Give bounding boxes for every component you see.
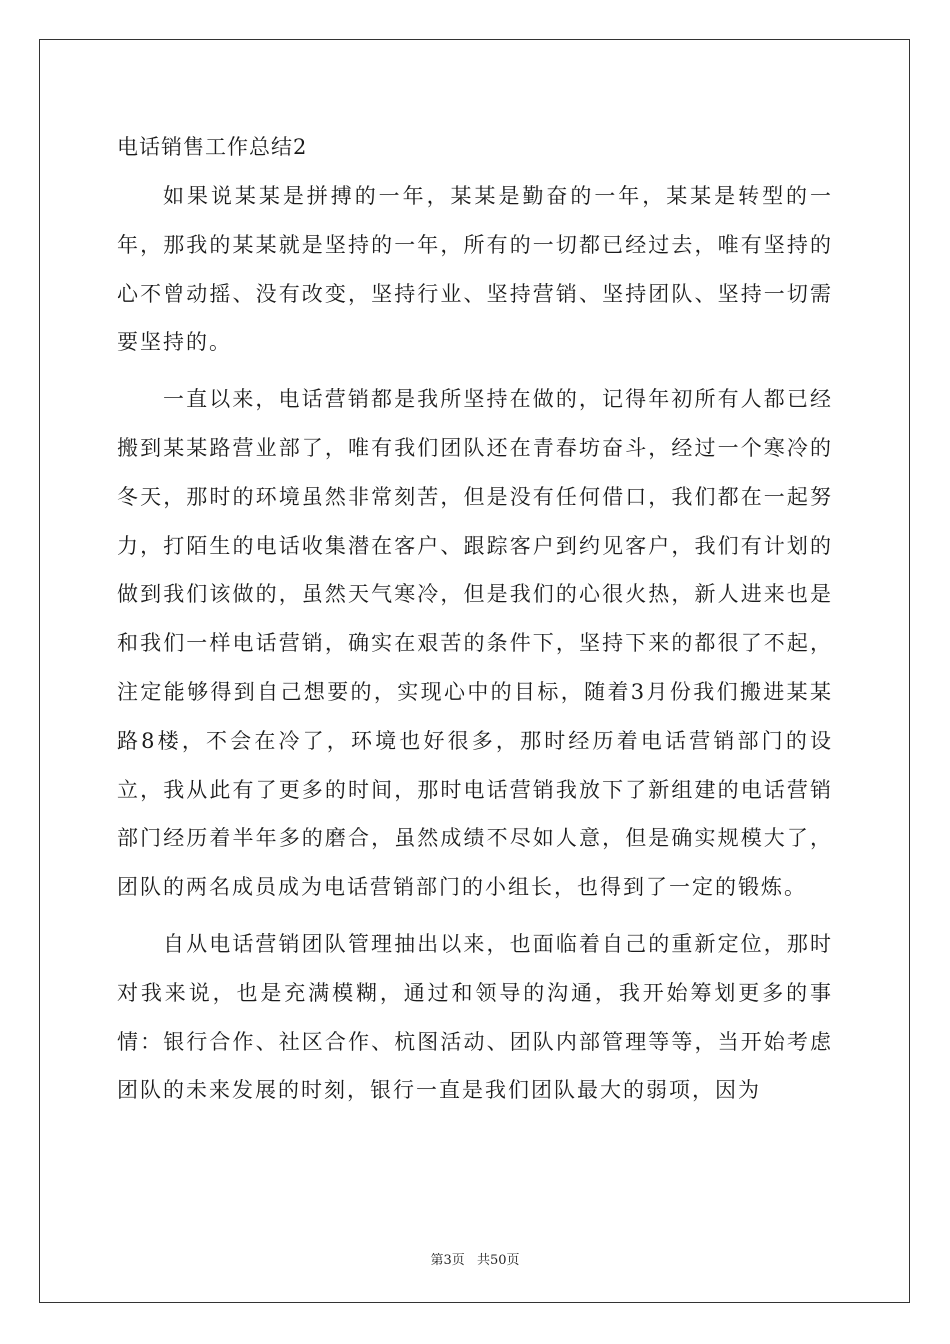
paragraph-1: 如果说某某是拼搏的一年，某某是勤奋的一年，某某是转型的一年，那我的某某就是坚持的一年，所有的一切都已经过去，唯有坚持的心不曾动摇、没有改变，坚持行业、坚持营销、坚持团队、坚持一切需要坚持的。: [117, 184, 833, 355]
paragraph-3: 自从电话营销团队管理抽出以来，也面临着自己的重新定位，那时对我来说，也是充满模糊，通过和领导的沟通，我开始筹划更多的事情：银行合作、社区合作、杭图活动、团队内部管理等等，当开始考虑团队的未来发展的时刻，银行一直是我们团队最大的弱项，因为: [117, 931, 833, 1103]
paragraph-2: 一直以来，电话营销都是我所坚持在做的，记得年初所有人都已经搬到某某路营业部了，唯有我们团队还在青春坊奋斗，经过一个寒冷的冬天，那时的环境虽然非常刻苦，但是没有任何借口，我们都在一起努力，打陌生的电话收集潜在客户、跟踪客户到约见客户，我们有计划的做到我们该做的，虽然天气寒冷，但是我们的心很火热，新人进来也是和我们一样电话营销，确实在艰苦的条件下，坚持下来的都很了不起，注定能够得到自己想要的，实现心中的目标，随着3月份我们搬进某某路8楼，不会在冷了，环境也好很多，那时经历着电话营销部门的设立，我从此有了更多的时间，那时电话营销我放下了新组建的电话营销部门经历着半年多的磨合，虽然成绩不尽如人意，但是确实规模大了，团队的两名成员成为电话营销部门的小组长，也得到了一定的锻炼。: [117, 387, 833, 900]
page-number: 第3页: [430, 1253, 465, 1268]
page-footer: [0, 1249, 950, 1268]
page-total: 共50页: [476, 1253, 520, 1268]
document-body: [117, 122, 833, 1123]
document-heading: 电话销售工作总结2: [117, 135, 308, 159]
